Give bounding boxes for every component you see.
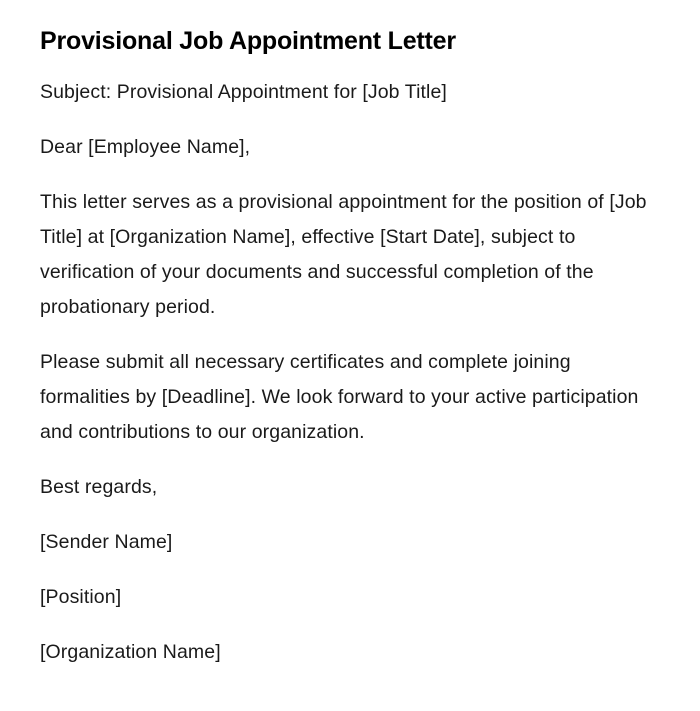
letter-body-paragraph-2: Please submit all necessary certificates and complete joining formalities by [Deadline]. We look forward to your active participation and contributions to our organization. [40,351,639,443]
letter-body-paragraph-1: This letter serves as a provisional appointment for the position of [Job Title] at [Organization Name], effective [Start Date], subject to verification of your documents and successful completion of the probationary period. [40,191,647,318]
sender-organization: [Organization Name] [40,641,221,663]
sender-name: [Sender Name] [40,531,173,553]
letter-title: Provisional Job Appointment Letter [40,27,456,55]
letter-subject: Subject: Provisional Appointment for [Job Title] [40,81,447,103]
sender-position: [Position] [40,586,122,608]
letter-salutation: Dear [Employee Name], [40,136,251,158]
letter-closing: Best regards, [40,476,158,498]
